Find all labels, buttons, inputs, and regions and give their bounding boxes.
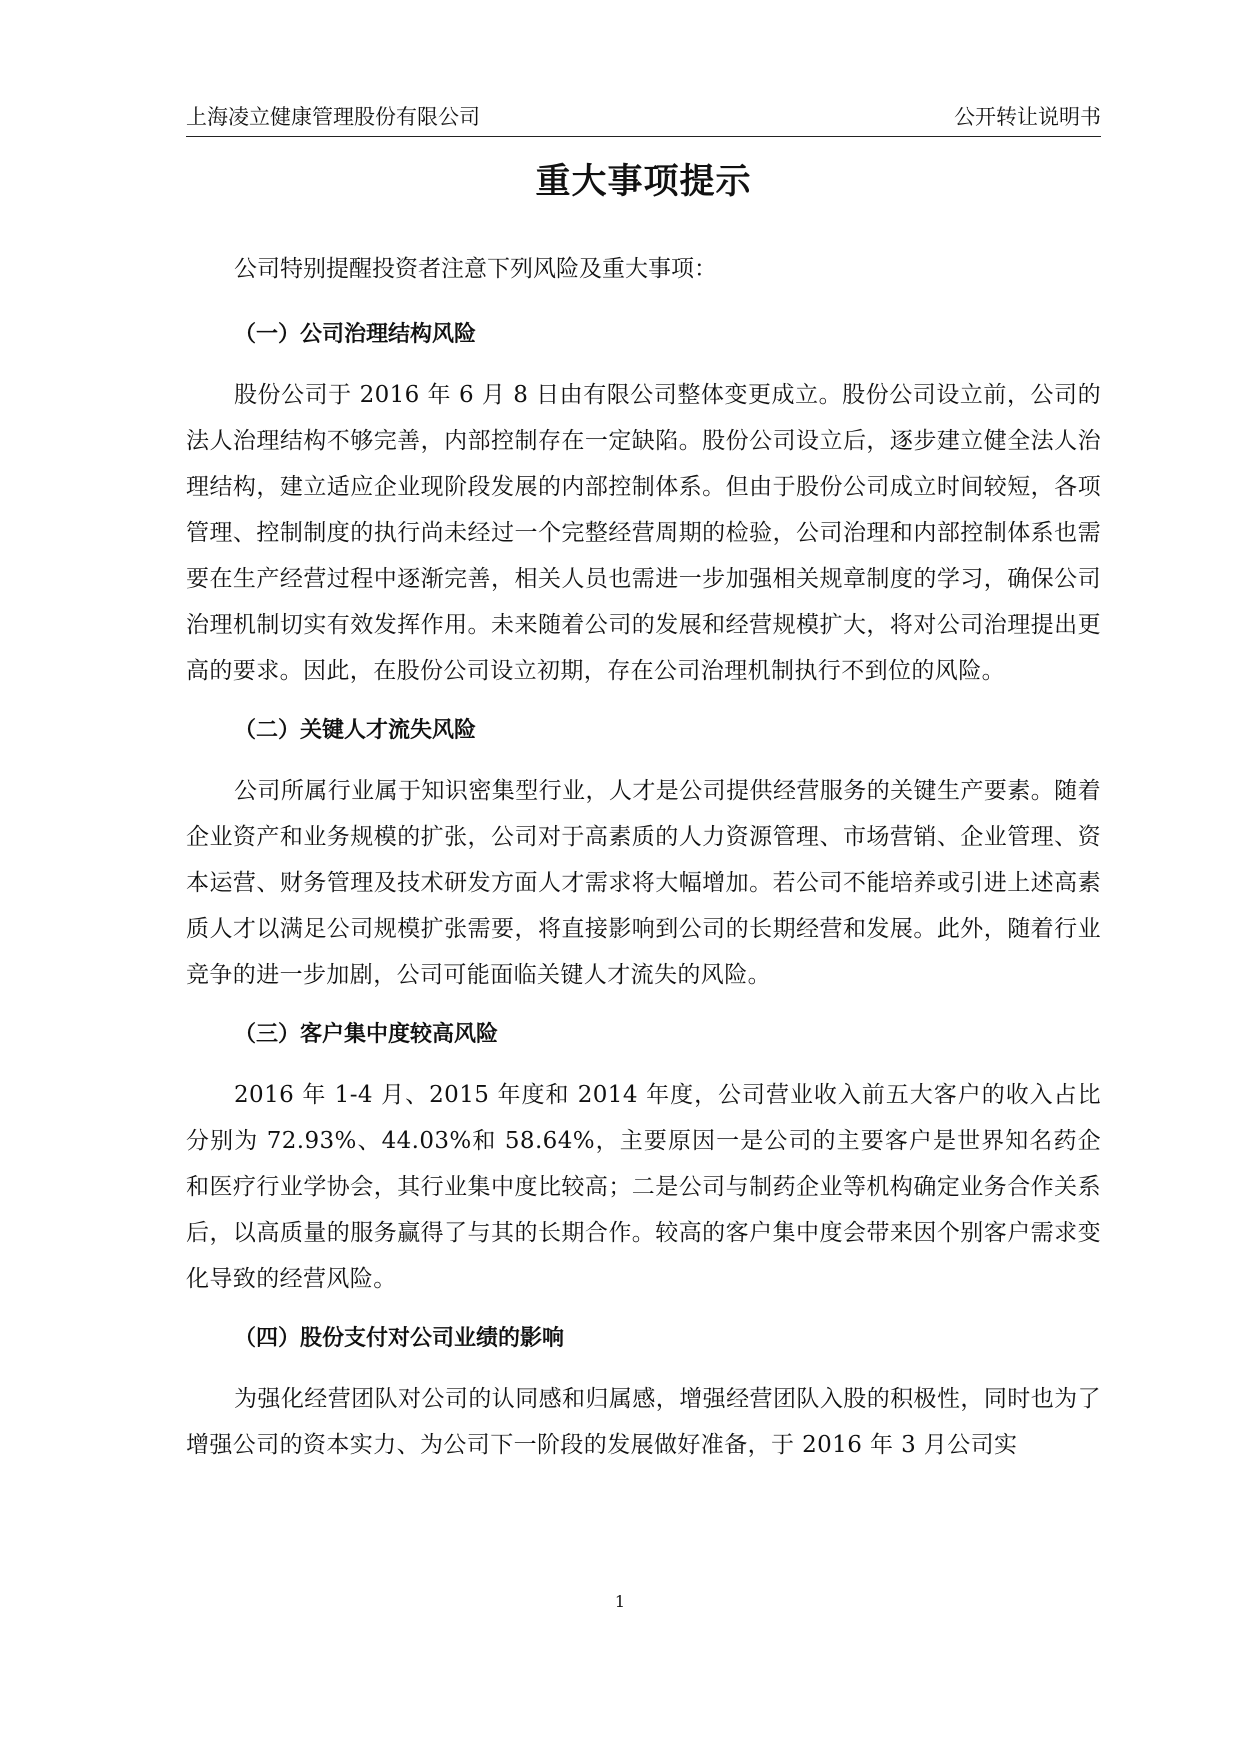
page-title: 重大事项提示 [535, 162, 752, 202]
section-body-governance-risk: 股份公司于 2016 年 6 月 8 日由有限公司整体变更成立。股份公司设立前，公司的法人治理结构不够完善，内部控制存在一定缺陷。股份公司设立后，逐步建立健全法人治理结构，建立适应企业现阶段发展的内部控制体系。但由于股份公司成立时间较短，各项管理、控制制度的执行尚未经过一个完整经营周期的检验，公司治理和内部控制体系也需要在生产经营过程中逐渐完善，相关人员也需进一步加强相关规章制度的学习，确保公司治理机制切实有效发挥作用。未来随着公司的发展和经营规模扩大，将对公司治理提出更高的要求。因此，在股份公司设立初期，存在公司治理机制执行不到位的风险。 [186, 382, 1101, 684]
header-document-type: 公开转让说明书 [954, 105, 1101, 129]
section-heading-customer-concentration-risk: （三）客户集中度较高风险 [234, 1022, 499, 1047]
section-heading-talent-loss-risk: （二）关键人才流失风险 [234, 718, 477, 743]
page-header [186, 100, 1101, 137]
document-body [186, 246, 1101, 1482]
intro-paragraph: 公司特别提醒投资者注意下列风险及重大事项： [234, 256, 717, 282]
section-body-share-payment-impact: 为强化经营团队对公司的认同感和归属感，增强经营团队入股的积极性，同时也为了增强公司的资本实力、为公司下一阶段的发展做好准备，于 2016 年 3 月公司实 [186, 1386, 1101, 1458]
section-heading-share-payment-impact: （四）股份支付对公司业绩的影响 [234, 1326, 565, 1351]
section-body-talent-loss-risk: 公司所属行业属于知识密集型行业，人才是公司提供经营服务的关键生产要素。随着企业资产和业务规模的扩张，公司对于高素质的人力资源管理、市场营销、企业管理、资本运营、财务管理及技术研发方面人才需求将大幅增加。若公司不能培养或引进上述高素质人才以满足公司规模扩张需要，将直接影响到公司的长期经营和发展。此外，随着行业竞争的进一步加剧，公司可能面临关键人才流失的风险。 [186, 778, 1101, 988]
header-company-name: 上海凌立健康管理股份有限公司 [186, 105, 480, 129]
section-body-customer-concentration-risk: 2016 年 1-4 月、2015 年度和 2014 年度，公司营业收入前五大客户的收入占比分别为 72.93%、44.03%和 58.64%，主要原因一是公司的主要客户是世界知名药企和医疗行业学协会，其行业集中度比较高；二是公司与制药企业等机构确定业务合作关系后，以高质量的服务赢得了与其的长期合作。较高的客户集中度会带来因个别客户需求变化导致的经营风险。 [186, 1082, 1101, 1292]
page-number: 1 [614, 1592, 626, 1611]
section-heading-governance-risk: （一）公司治理结构风险 [234, 322, 477, 347]
